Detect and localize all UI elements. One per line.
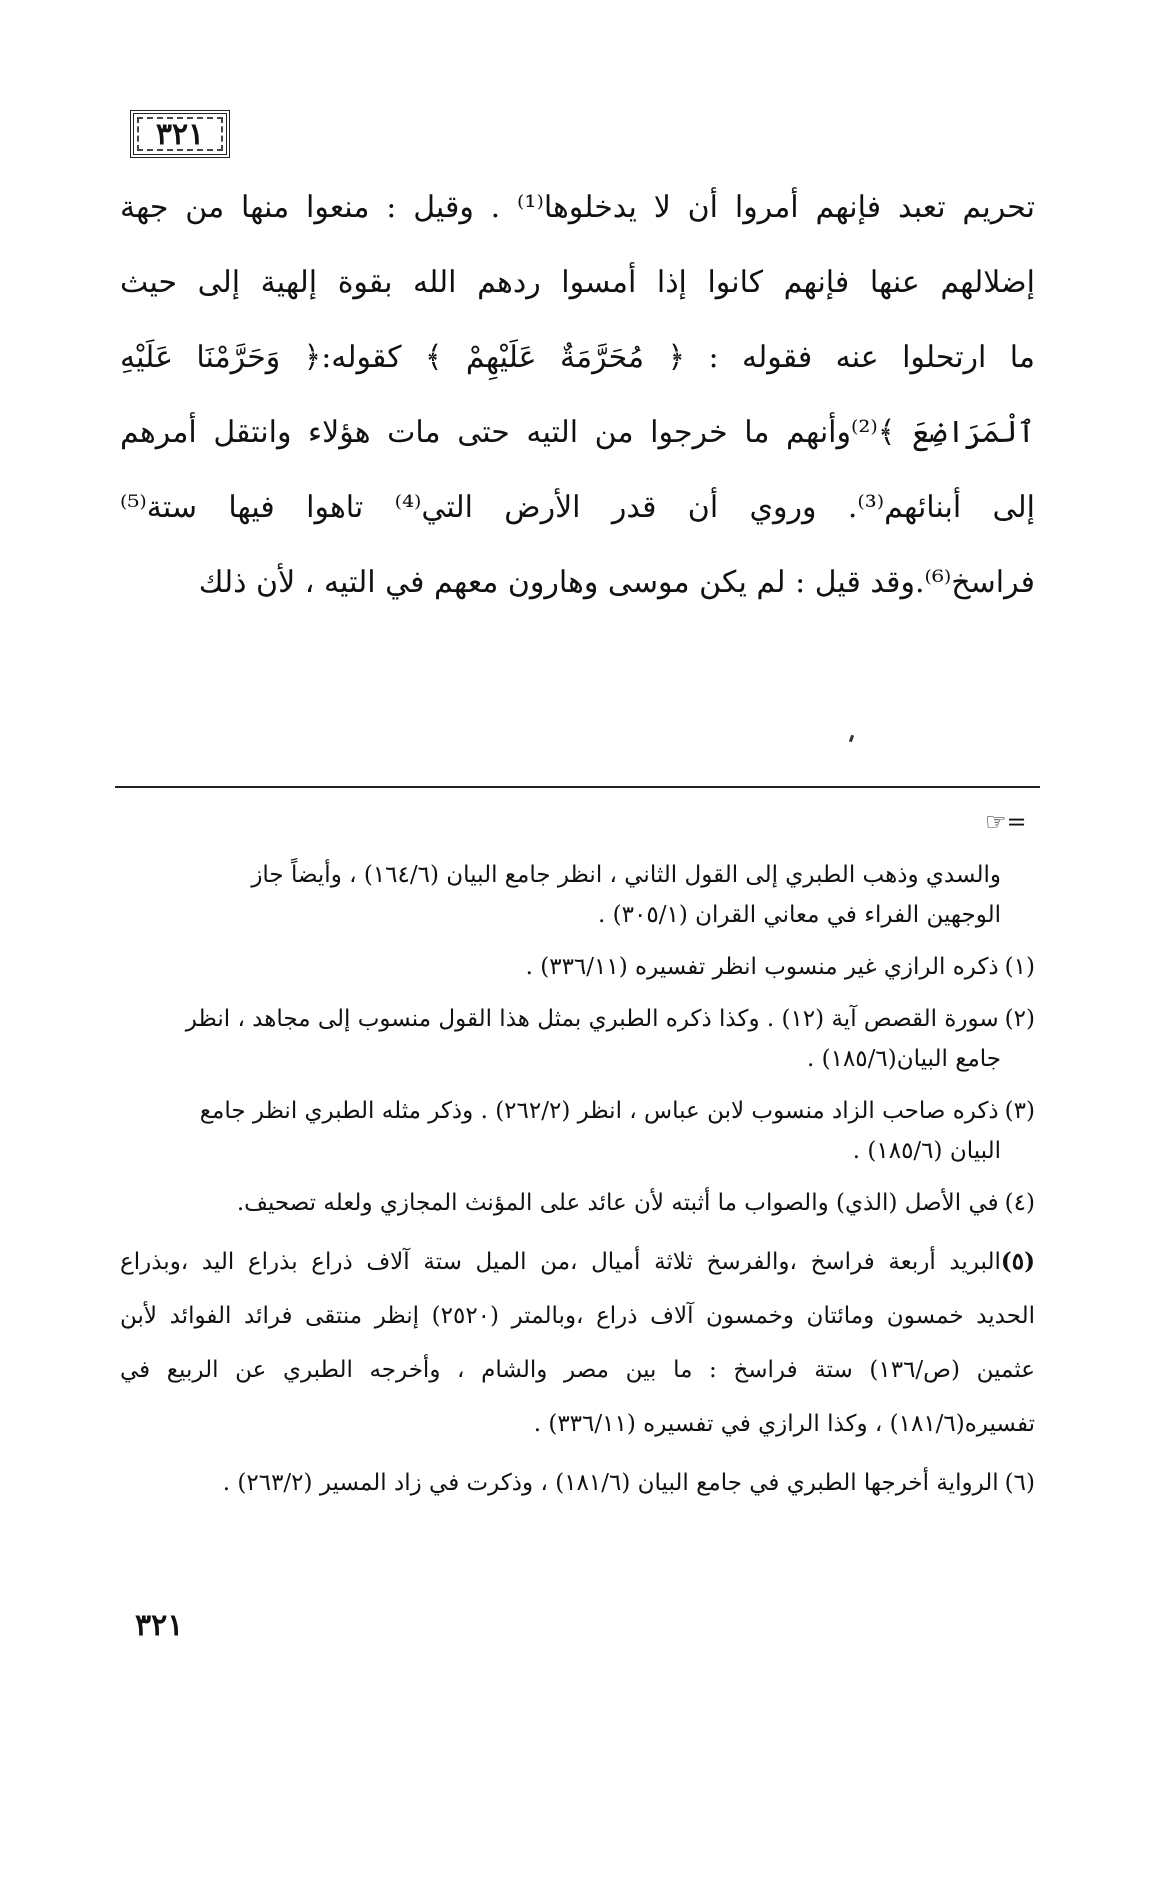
main-text-line: إلى أبنائهم⁽³⁾. وروي أن قدر الأرض التي⁽⁴⁾ تاهوا فيها ستة⁽⁵⁾	[120, 490, 1035, 525]
footnote-text: الوجهين الفراء في معاني القران (٣٠٥/١) .	[598, 902, 1001, 928]
footnote-text: والسدي وذهب الطبري إلى القول الثاني ، انظر جامع البيان (١٦٤/٦) ، وأيضاً جاز	[251, 862, 1001, 888]
main-text-line: ٱلْمَرَاضِعَ ﴾⁽²⁾وأنهم ما خرجوا من التيه حتى مات هؤلاء وانتقل أمرهم	[120, 415, 1035, 450]
footnote-text-line: (٥)البريد أربعة فراسخ ،والفرسخ ثلاثة أميال ،من الميل ستة آلاف ذراع بذراع اليد ،وبذراع	[120, 1248, 1035, 1275]
hand-pointer-icon: ☞	[985, 808, 1007, 836]
stray-ink-mark	[849, 735, 854, 743]
main-text-line: تحريم تعبد فإنهم أمروا أن لا يدخلوها⁽¹⁾ . وقيل : منعوا منها من جهة	[120, 190, 1035, 225]
footnote-text-line: عثمين (ص/١٣٦) ستة فراسخ : ما بين مصر والشام ، وأخرجه الطبري عن الربيع في	[120, 1357, 1035, 1383]
footnote-text-line: تفسيره(١٨١/٦) ، وكذا الرازي في تفسيره (٣٣٦/١١) .	[533, 1411, 1035, 1437]
footnote-text: ذكره صاحب الزاد منسوب لابن عباس ، انظر (٢٦٢/٢) . وذكر مثله الطبري انظر جامع	[199, 1098, 999, 1124]
footnote-marker: (٦)	[1004, 1470, 1035, 1496]
footnote-continuation-mark: ☞=	[985, 808, 1027, 836]
footnote-text-line: الحديد خمسون ومائتان وخمسون آلاف ذراع ،وبالمتر (٢٥٢٠) إنظر منتقى فرائد الفوائد لأبن	[120, 1303, 1035, 1329]
footnote-3	[120, 1091, 1035, 1171]
footnote-marker: (٢)	[1004, 1006, 1035, 1032]
footnote-2	[120, 999, 1035, 1079]
footnote-marker: (٥)	[1000, 1248, 1035, 1275]
footnote-marker: (٣)	[1004, 1098, 1035, 1124]
footnote-5	[120, 1235, 1035, 1451]
page-number-header-text: ٣٢١	[155, 116, 205, 152]
footnote-text: في الأصل (الذي) والصواب ما أثبته لأن عائد على المؤنث المجازي ولعله تصحيف.	[236, 1190, 999, 1216]
footnote-text: البيان (١٨٥/٦) .	[852, 1138, 1001, 1164]
footnote-marker: (١)	[1004, 954, 1035, 980]
main-text-line: ما ارتحلوا عنه فقوله : ﴿ مُحَرَّمَةٌ عَلَيْهِمْ ﴾ كقوله:﴿ وَحَرَّمْنَا عَلَيْهِ	[120, 340, 1035, 375]
footnote-continued	[120, 855, 1035, 935]
footnotes-block	[120, 855, 1035, 1515]
page-number-header	[130, 110, 230, 158]
footnote-marker: (٤)	[1004, 1190, 1035, 1216]
page-number-footer: ٣٢١	[135, 1608, 184, 1643]
footnote-text: الرواية أخرجها الطبري في جامع البيان (١٨١/٦) ، وذكرت في زاد المسير (٢٦٣/٢) .	[222, 1470, 999, 1496]
footnote-separator	[115, 786, 1040, 788]
footnote-6	[120, 1463, 1035, 1503]
footnote-text: جامع البيان(١٨٥/٦) .	[806, 1046, 1001, 1072]
footnote-text: ذكره الرازي غير منسوب انظر تفسيره (٣٣٦/١١) .	[525, 954, 999, 980]
footnote-4	[120, 1183, 1035, 1223]
main-text-block	[120, 170, 1035, 620]
footnote-text: سورة القصص آية (١٢) . وكذا ذكره الطبري بمثل هذا القول منسوب إلى مجاهد ، انظر	[185, 1006, 999, 1032]
main-text-line: إضلالهم عنها فإنهم كانوا إذا أمسوا ردهم الله بقوة إلهية إلى حيث	[120, 265, 1035, 300]
main-text-line: فراسخ⁽⁶⁾.وقد قيل : لم يكن موسى وهارون معهم في التيه ، لأن ذلك	[198, 565, 1035, 600]
footnote-1	[120, 947, 1035, 987]
